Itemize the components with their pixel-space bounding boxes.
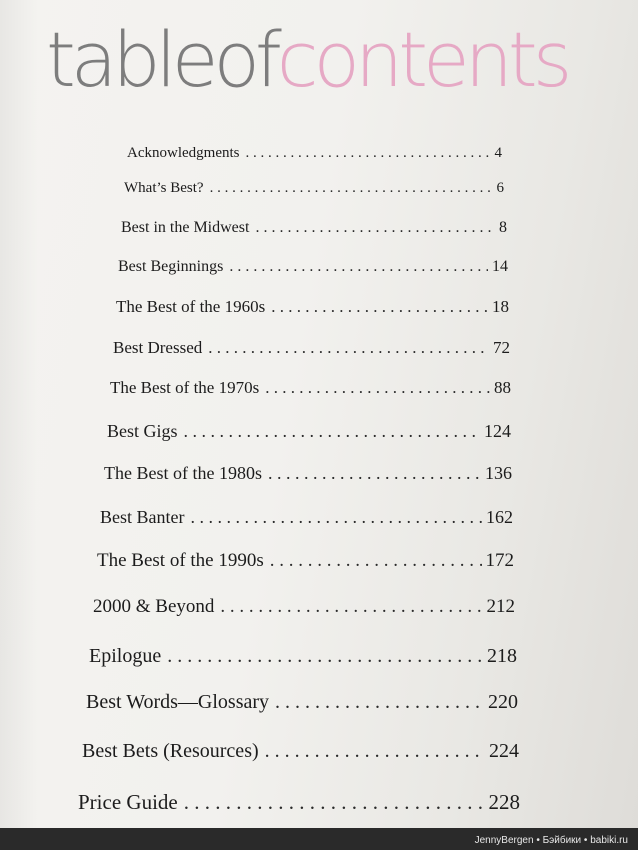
toc-leader-dots (184, 790, 485, 815)
toc-entry-label: Best Words—Glossary (86, 691, 270, 713)
toc-entry-page: 220 (488, 691, 518, 713)
toc-entry (86, 691, 518, 714)
toc-entry (118, 258, 508, 276)
toc-leader-dots (255, 219, 495, 237)
toc-entry-label: The Best of the 1990s (97, 550, 264, 571)
toc-leader-dots (275, 691, 484, 714)
toc-entry-label: The Best of the 1970s (110, 378, 260, 397)
toc-entry (78, 790, 520, 815)
toc-entry-label: Price Guide (78, 790, 178, 814)
toc-leader-dots (271, 297, 488, 317)
toc-leader-dots (208, 338, 489, 358)
toc-entry-page: 224 (489, 740, 519, 762)
toc-entry (121, 219, 507, 237)
toc-entry-label: Best Bets (Resources) (82, 740, 259, 762)
toc-entry (107, 421, 511, 442)
toc-entry (116, 297, 509, 317)
toc-entry-page: 212 (486, 596, 515, 617)
toc-entry-page: 8 (499, 219, 507, 236)
toc-leader-dots (229, 258, 488, 276)
toc-entry-page: 218 (487, 645, 517, 667)
toc-entry-page: 172 (485, 550, 514, 571)
toc-entry-page: 6 (496, 180, 504, 196)
toc-entry-label: Best Beginnings (118, 258, 224, 275)
toc-entry-page: 162 (486, 507, 513, 527)
toc-entry-page: 136 (485, 463, 512, 483)
title-part-contents: contents (276, 15, 568, 104)
toc-entry-label: The Best of the 1980s (104, 463, 262, 483)
toc-entry (124, 180, 504, 197)
toc-leader-dots (167, 645, 483, 668)
toc-entry (97, 550, 514, 572)
toc-entry-label: Acknowledgments (127, 145, 240, 161)
toc-entry (82, 740, 519, 763)
toc-leader-dots (245, 145, 490, 162)
toc-entry-page: 4 (494, 145, 502, 161)
toc-entry-page: 14 (492, 258, 508, 275)
toc-entry-page: 88 (494, 378, 511, 397)
toc-entry (110, 378, 511, 398)
toc-entry (127, 145, 502, 162)
toc-leader-dots (268, 463, 481, 484)
toc-entry (113, 338, 510, 358)
watermark-credit: JennyBergen • Бэйбики • babiki.ru (474, 835, 628, 846)
toc-entry-label: Best Dressed (113, 338, 203, 357)
toc-entry-label: Best in the Midwest (121, 219, 250, 236)
toc-leader-dots (265, 378, 490, 398)
toc-entry (104, 463, 512, 484)
toc-entry-page: 124 (484, 421, 511, 441)
toc-leader-dots (265, 740, 485, 763)
toc-entry (93, 596, 515, 618)
toc-entry-page: 72 (493, 338, 510, 357)
toc-leader-dots (190, 507, 482, 528)
toc-leader-dots (184, 421, 480, 442)
toc-entry-label: Best Gigs (107, 421, 178, 441)
toc-entry (89, 645, 517, 668)
toc-leader-dots (210, 180, 493, 197)
toc-entry-page: 18 (492, 297, 509, 316)
toc-entry-page: 228 (488, 790, 520, 814)
toc-entry-label: The Best of the 1960s (116, 297, 266, 316)
title-part-table-of: tableof (46, 15, 277, 104)
toc-entry (100, 507, 513, 528)
toc-leader-dots (220, 596, 482, 618)
toc-entry-label: What’s Best? (124, 180, 204, 196)
toc-leader-dots (270, 550, 482, 572)
toc-entry-label: Best Banter (100, 507, 185, 527)
toc-entry-label: 2000 & Beyond (93, 596, 215, 617)
toc-entry-label: Epilogue (89, 645, 162, 667)
watermark-bar (0, 828, 638, 850)
